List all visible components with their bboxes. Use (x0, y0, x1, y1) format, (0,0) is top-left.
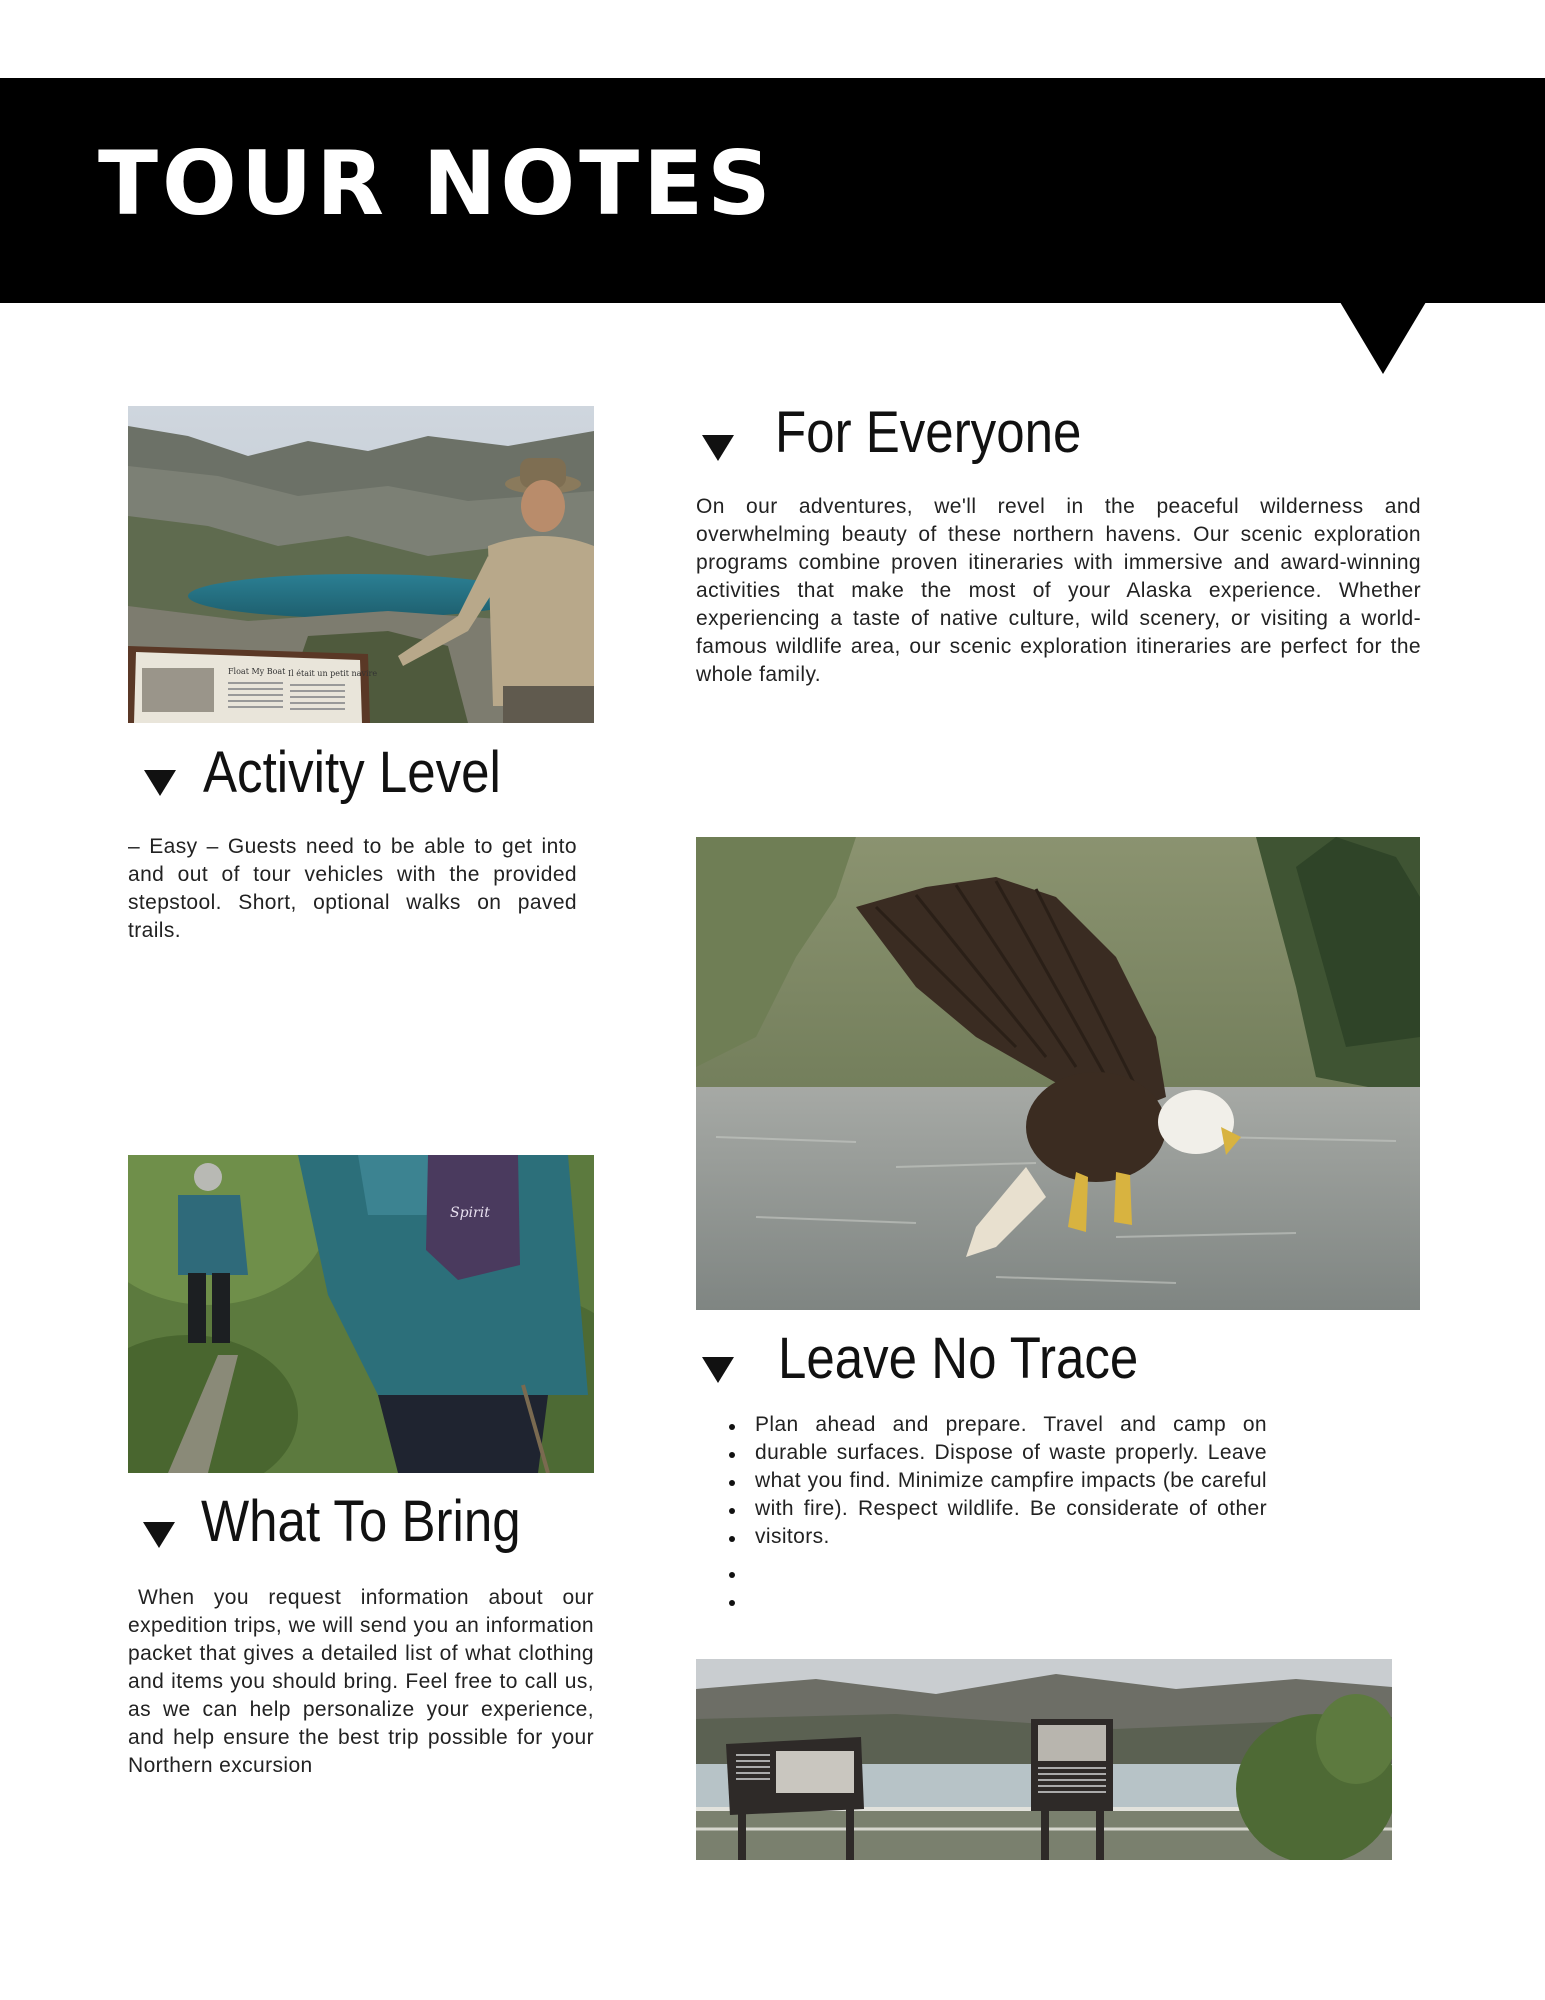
activity-level-text: – Easy – Guests need to be able to get into and out of tour vehicles with the provided stepstool. Short, optional walks on paved trails. (128, 835, 577, 942)
photo-bald-eagle (696, 837, 1420, 1310)
bullet-dot (729, 1572, 735, 1578)
bullet-dot (729, 1424, 735, 1430)
leave-no-trace-text: Plan ahead and prepare. Travel and camp on durable surfaces. Dispose of waste properly. Leave what you find. Minimize campfire impacts (be careful with fire). Respect wildlife. Be considerate of other visitors. (755, 1413, 1267, 1548)
page-title: TOUR NOTES (98, 132, 775, 235)
leave-no-trace-heading: Leave No Trace (778, 1326, 1139, 1391)
what-to-bring-text: When you request information about our expedition trips, we will send you an information packet that gives a detailed list of what clothing and items you should bring. Feel free to call us, as we can help personalize your experience, and help ensure the best trip possible for your Northern excursion (128, 1586, 594, 1777)
activity-level-heading: Activity Level (203, 740, 501, 805)
activity-level-arrow-icon (144, 770, 176, 796)
photo-hikers-trail (128, 1155, 594, 1473)
what-to-bring-arrow-icon (143, 1522, 175, 1548)
bullet-dot (729, 1536, 735, 1542)
photo-hiker-lake (128, 406, 594, 723)
bullet-dot (729, 1480, 735, 1486)
sign-title: Float My Boat (228, 667, 286, 676)
bullet-dot (729, 1600, 735, 1606)
backpack-brand-mark: Spirit (450, 1205, 490, 1221)
bullet-dot (729, 1508, 735, 1514)
for-everyone-arrow-icon (702, 435, 734, 461)
photo-interpretive-signs (696, 1659, 1392, 1860)
what-to-bring-heading: What To Bring (201, 1489, 521, 1554)
bullet-dot (729, 1452, 735, 1458)
leave-no-trace-arrow-icon (702, 1357, 734, 1383)
for-everyone-text: On our adventures, we'll revel in the peaceful wilderness and overwhelming beauty of these northern havens. Our scenic exploration programs combine proven itineraries with immersive and award-winning activities that make the most of your Alaska experience. Whether experiencing a taste of native culture, wild scenery, or visiting a world-famous wildlife area, our scenic exploration itineraries are perfect for the whole family. (696, 495, 1421, 686)
banner-pointer (1340, 302, 1426, 374)
for-everyone-heading: For Everyone (775, 400, 1082, 465)
sign-title-fr: Il était un petit navire (288, 669, 378, 678)
